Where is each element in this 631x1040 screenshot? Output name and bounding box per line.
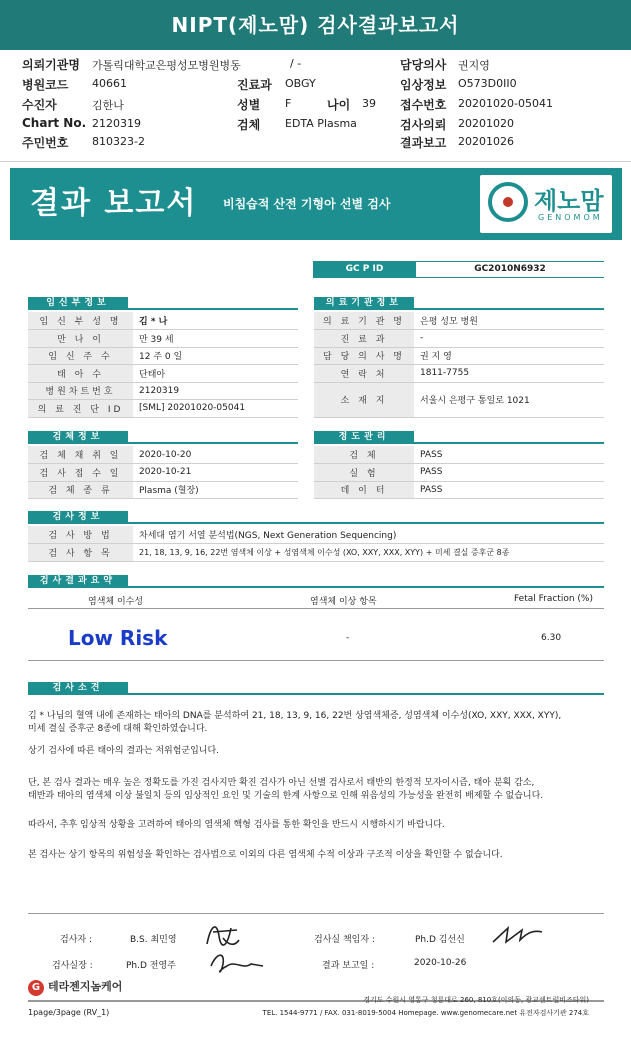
row-value: Plasma (혈장)	[133, 481, 298, 499]
summary-col-abnormal: 염색체 이상 항목	[310, 597, 377, 607]
row-value: 2020-10-21	[133, 464, 298, 482]
header-value: 810323-2	[92, 135, 145, 148]
table-row	[28, 365, 298, 383]
chief-signature	[207, 950, 267, 974]
logo-text: 제노맘	[534, 187, 604, 215]
test-table	[28, 526, 604, 562]
row-value: PASS	[414, 481, 604, 499]
row-value: 단태아	[133, 365, 298, 383]
header-value: 2120319	[92, 117, 141, 130]
header-value: 40661	[92, 77, 127, 90]
chief-label: 검사실장 :	[52, 961, 93, 971]
opinion-line: 김 * 나님의 혈액 내에 존재하는 태아의 DNA를 분석하여 21, 18, 13, 9, 16, 22번 상염색체증, 성염색체 이수성(XO, XXY, XXX, XYY),	[28, 711, 562, 721]
section-specimen	[28, 431, 298, 444]
opinion-line: 상기 검사에 따른 태아의 결과는 저위험군입니다.	[28, 746, 220, 756]
report-title: NIPT(제노맘) 검사결과보고서	[0, 0, 631, 50]
table-row	[28, 446, 298, 464]
header-value: 39	[362, 97, 376, 110]
banner-subtitle: 비침습적 산전 기형아 선별 검사	[223, 197, 391, 211]
tester-name: B.S. 최민영	[130, 935, 177, 945]
table-row	[314, 330, 604, 348]
tester-label: 검사자 :	[60, 935, 92, 945]
row-key: 검 체 채 취 일	[28, 446, 133, 464]
result-abnormal: -	[346, 633, 350, 643]
row-key: 검 체 종 류	[28, 481, 133, 499]
company-logo	[28, 978, 122, 996]
section-qc	[314, 431, 604, 444]
header-label: 진료과	[237, 78, 272, 92]
row-value: 2020-10-20	[133, 446, 298, 464]
table-row	[28, 330, 298, 348]
table-row	[28, 544, 604, 562]
summary-col-fetal-fraction: Fetal Fraction (%)	[514, 594, 593, 604]
table-row	[314, 446, 604, 464]
chief-name: Ph.D 전영주	[126, 961, 176, 971]
gcp-id-label: GC P ID	[313, 261, 416, 278]
opinion-line: 미세 결실 증후군 8종에 대해 확인하였습니다.	[28, 724, 208, 734]
opinion-line: 본 검사는 상기 항목의 위험성을 확인하는 검사법으로 이외의 다른 염색체 수적 이상과 구조적 이상을 확인할 수 없습니다.	[28, 850, 503, 860]
gcp-id-value: GC2010N6932	[416, 261, 604, 278]
specimen-table	[28, 446, 298, 499]
director-label: 검사실 책임자 :	[314, 935, 375, 945]
row-key: 임 신 부 성 명	[28, 312, 133, 330]
row-key: 의 료 진 단 ID	[28, 400, 133, 418]
qc-table	[314, 446, 604, 499]
logo-subtext: GENOMOM	[538, 213, 603, 222]
opinion-line: 태반과 태아의 염색체 이상 불일치 등의 임상적인 요인 및 기술의 한계 사항으로 인해 위음성의 가능성을 완전히 배제할 수 없습니다.	[28, 791, 544, 801]
row-key: 담 당 의 사 명	[314, 347, 414, 365]
row-key: 실 험	[314, 464, 414, 482]
row-key: 검 사 접 수 일	[28, 464, 133, 482]
section-title: 검사정보	[28, 511, 128, 524]
banner-title: 결과 보고서	[30, 186, 198, 221]
company-logo-icon: G	[28, 980, 44, 996]
header-label: 접수번호	[400, 98, 447, 112]
pregnant-table	[28, 312, 298, 418]
header-label: Chart No.	[22, 116, 87, 130]
header-value: / -	[290, 57, 302, 70]
header-info	[0, 50, 631, 162]
row-key: 검 사 방 법	[28, 526, 133, 544]
header-label: 나이	[327, 98, 351, 112]
header-label: 담당의사	[400, 58, 447, 72]
row-value: [SML] 20201020-05041	[133, 400, 298, 418]
row-value: PASS	[414, 446, 604, 464]
genomom-logo	[480, 175, 612, 233]
header-label: 검체	[237, 118, 261, 132]
table-row	[28, 400, 298, 418]
row-key: 임 신 주 수	[28, 347, 133, 365]
row-value: 2120319	[133, 382, 298, 400]
row-key: 병원차트번호	[28, 382, 133, 400]
row-key: 의 료 기 관 명	[314, 312, 414, 330]
address-line: 경기도 수원시 영통구 청룡대로 260, 810호(이의동, 광교센트럴비즈타워)	[363, 996, 589, 1004]
section-title: 임신부정보	[28, 297, 128, 310]
logo-emblem-icon	[488, 182, 528, 222]
header-label: 병원코드	[22, 78, 69, 92]
director-name: Ph.D 김선신	[415, 935, 465, 945]
row-value: 차세대 염기 서열 분석법(NGS, Next Generation Sequencing)	[133, 526, 604, 544]
row-key: 데 이 터	[314, 481, 414, 499]
header-label: 수진자	[22, 98, 57, 112]
report-date: 2020-10-26	[414, 958, 467, 968]
row-value: PASS	[414, 464, 604, 482]
row-key: 만 나 이	[28, 330, 133, 348]
director-signature	[490, 922, 545, 948]
row-key: 진 료 과	[314, 330, 414, 348]
row-key: 검 체	[314, 446, 414, 464]
header-value: 김한나	[92, 99, 124, 112]
table-row	[28, 312, 298, 330]
opinion-line: 단, 본 검사 결과는 매우 높은 정확도를 가진 검사지만 확진 검사가 아닌 선별 검사로서 태반의 한정적 모자이시즘, 태아 분획 감소,	[28, 778, 535, 788]
row-key: 연 락 처	[314, 365, 414, 383]
header-label: 검사의뢰	[400, 118, 447, 132]
header-value: 권지영	[458, 59, 490, 72]
header-value: F	[285, 97, 292, 110]
row-value: 만 39 세	[133, 330, 298, 348]
company-address	[263, 994, 589, 1020]
table-row	[314, 365, 604, 383]
row-key: 검 사 항 목	[28, 544, 133, 562]
header-label: 주민번호	[22, 136, 69, 150]
row-value: 은평 성모 병원	[414, 312, 604, 330]
row-key: 태 아 수	[28, 365, 133, 383]
row-value: -	[414, 330, 604, 348]
divider	[28, 660, 604, 661]
section-pregnant	[28, 297, 298, 310]
contact-line: TEL. 1544-9771 / FAX. 031-8019-5004 Homepage. www.genomecare.net 유전자검사기관 274호	[262, 1009, 589, 1017]
section-summary	[28, 575, 604, 588]
section-title: 의료기관정보	[314, 297, 414, 310]
header-value: 20201020	[458, 117, 514, 130]
result-fetal-fraction: 6.30	[541, 633, 562, 643]
header-value: 20201026	[458, 135, 514, 148]
header-value: 가톨릭대학교은평성모병원병동	[92, 59, 241, 72]
logo-dot	[503, 197, 513, 207]
table-row	[28, 382, 298, 400]
section-title: 검체정보	[28, 431, 128, 444]
section-institution	[314, 297, 604, 310]
table-row	[314, 481, 604, 499]
section-title: 검사소견	[28, 682, 128, 695]
row-value: 12 주 0 일	[133, 347, 298, 365]
summary-header	[28, 592, 604, 609]
header-value: O573D0II0	[458, 77, 517, 90]
result-risk: Low Risk	[68, 626, 168, 650]
header-label: 임상정보	[400, 78, 447, 92]
table-row	[314, 382, 604, 417]
row-key: 소 재 지	[314, 382, 414, 417]
row-value: 김 * 나	[133, 312, 298, 330]
table-row	[28, 526, 604, 544]
row-value: 서울시 은평구 통일로 1021	[414, 382, 604, 417]
header-label: 성별	[237, 98, 261, 112]
section-title: 정도관리	[314, 431, 414, 444]
header-label: 의뢰기관명	[22, 58, 80, 72]
table-row	[314, 312, 604, 330]
summary-col-aneuploidy: 염색체 이수성	[88, 597, 144, 607]
section-opinion	[28, 682, 604, 695]
table-row	[314, 347, 604, 365]
section-test	[28, 511, 604, 524]
table-row	[28, 464, 298, 482]
table-row	[28, 481, 298, 499]
table-row	[28, 347, 298, 365]
row-value: 21, 18, 13, 9, 16, 22번 염색체 이상 + 성염색체 이수성 (XO, XXY, XXX, XYY) + 미세 결실 증후군 8종	[133, 544, 604, 562]
section-title: 검사결과요약	[28, 575, 128, 588]
header-value: EDTA Plasma	[285, 117, 357, 130]
company-name: 테라젠지놈케어	[48, 980, 123, 993]
header-value: 20201020-05041	[458, 97, 553, 110]
page-number: 1page/3page (RV_1)	[28, 1008, 110, 1017]
divider	[28, 913, 604, 914]
opinion-line: 따라서, 추후 임상적 상황을 고려하여 태아의 염색체 핵형 검사를 통한 확인을 반드시 시행하시기 바랍니다.	[28, 820, 445, 830]
header-value: OBGY	[285, 77, 316, 90]
header-label: 결과보고	[400, 136, 447, 150]
report-banner	[10, 168, 622, 240]
report-date-label: 결과 보고일 :	[322, 961, 375, 971]
tester-signature	[203, 918, 243, 952]
row-value: 1811-7755	[414, 365, 604, 383]
row-value: 권 지 영	[414, 347, 604, 365]
institution-table	[314, 312, 604, 418]
table-row	[314, 464, 604, 482]
